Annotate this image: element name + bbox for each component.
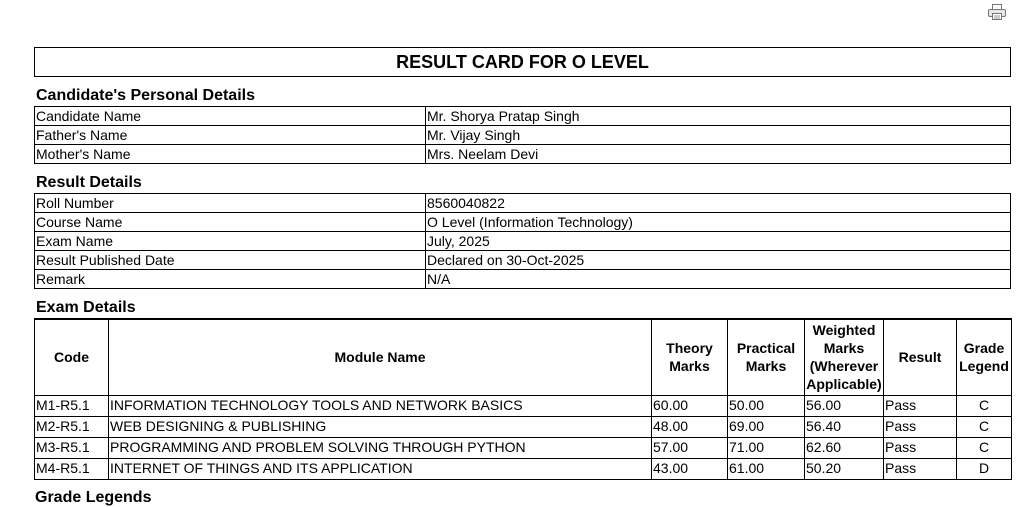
field-label: Candidate Name xyxy=(35,107,426,126)
field-label: Mother's Name xyxy=(35,145,426,164)
module-result: Pass xyxy=(884,458,957,479)
table-row xyxy=(35,107,1011,126)
grade: C xyxy=(957,437,1012,458)
field-value: July, 2025 xyxy=(426,232,1011,251)
module-code: M1-R5.1 xyxy=(35,395,109,416)
module-result: Pass xyxy=(884,416,957,437)
printer-icon xyxy=(988,4,1006,20)
theory-marks: 43.00 xyxy=(652,458,728,479)
personal-details-table xyxy=(34,106,1011,164)
table-row xyxy=(35,458,1012,479)
module-result: Pass xyxy=(884,437,957,458)
header-code: Code xyxy=(35,319,109,395)
module-code: M4-R5.1 xyxy=(35,458,109,479)
weighted-marks: 56.40 xyxy=(805,416,884,437)
table-row xyxy=(35,416,1012,437)
header-grade-legend: Grade Legend xyxy=(957,319,1012,395)
field-label: Course Name xyxy=(35,213,426,232)
field-label: Roll Number xyxy=(35,194,426,213)
grade-legends-heading: Grade Legends xyxy=(35,489,152,506)
field-label: Exam Name xyxy=(35,232,426,251)
field-label: Father's Name xyxy=(35,126,426,145)
header-weighted-marks: Weighted Marks (Wherever Applicable) xyxy=(805,319,884,395)
theory-marks: 60.00 xyxy=(652,395,728,416)
field-label: Remark xyxy=(35,270,426,289)
theory-marks: 57.00 xyxy=(652,437,728,458)
table-row xyxy=(35,126,1011,145)
header-module-name: Module Name xyxy=(109,319,652,395)
table-row xyxy=(35,270,1011,289)
field-value: Declared on 30-Oct-2025 xyxy=(426,251,1011,270)
practical-marks: 69.00 xyxy=(728,416,805,437)
table-row xyxy=(35,437,1012,458)
grade: C xyxy=(957,416,1012,437)
module-name: INFORMATION TECHNOLOGY TOOLS AND NETWORK BASICS xyxy=(109,395,652,416)
table-row xyxy=(35,145,1011,164)
module-code: M2-R5.1 xyxy=(35,416,109,437)
practical-marks: 50.00 xyxy=(728,395,805,416)
table-header-row xyxy=(35,319,1012,395)
page-title: RESULT CARD FOR O LEVEL xyxy=(34,47,1011,77)
module-name: WEB DESIGNING & PUBLISHING xyxy=(109,416,652,437)
field-label: Result Published Date xyxy=(35,251,426,270)
module-code: M3-R5.1 xyxy=(35,437,109,458)
table-row xyxy=(35,213,1011,232)
header-result: Result xyxy=(884,319,957,395)
exam-details-heading: Exam Details xyxy=(36,299,136,316)
print-button[interactable] xyxy=(986,2,1008,22)
table-row xyxy=(35,251,1011,270)
personal-details-heading: Candidate's Personal Details xyxy=(36,87,255,104)
field-value: Mr. Shorya Pratap Singh xyxy=(426,107,1011,126)
weighted-marks: 62.60 xyxy=(805,437,884,458)
table-row xyxy=(35,194,1011,213)
theory-marks: 48.00 xyxy=(652,416,728,437)
result-card xyxy=(34,47,1011,480)
header-practical-marks: Practical Marks xyxy=(728,319,805,395)
field-value: 8560040822 xyxy=(426,194,1011,213)
field-value: Mrs. Neelam Devi xyxy=(426,145,1011,164)
module-name: PROGRAMMING AND PROBLEM SOLVING THROUGH PYTHON xyxy=(109,437,652,458)
practical-marks: 71.00 xyxy=(728,437,805,458)
weighted-marks: 50.20 xyxy=(805,458,884,479)
grade: D xyxy=(957,458,1012,479)
practical-marks: 61.00 xyxy=(728,458,805,479)
exam-details-table xyxy=(34,318,1012,480)
module-name: INTERNET OF THINGS AND ITS APPLICATION xyxy=(109,458,652,479)
result-details-table xyxy=(34,193,1011,289)
weighted-marks: 56.00 xyxy=(805,395,884,416)
field-value: Mr. Vijay Singh xyxy=(426,126,1011,145)
field-value: N/A xyxy=(426,270,1011,289)
result-details-heading: Result Details xyxy=(36,174,142,191)
module-result: Pass xyxy=(884,395,957,416)
header-theory-marks: Theory Marks xyxy=(652,319,728,395)
grade: C xyxy=(957,395,1012,416)
table-row xyxy=(35,232,1011,251)
table-row xyxy=(35,395,1012,416)
field-value: O Level (Information Technology) xyxy=(426,213,1011,232)
